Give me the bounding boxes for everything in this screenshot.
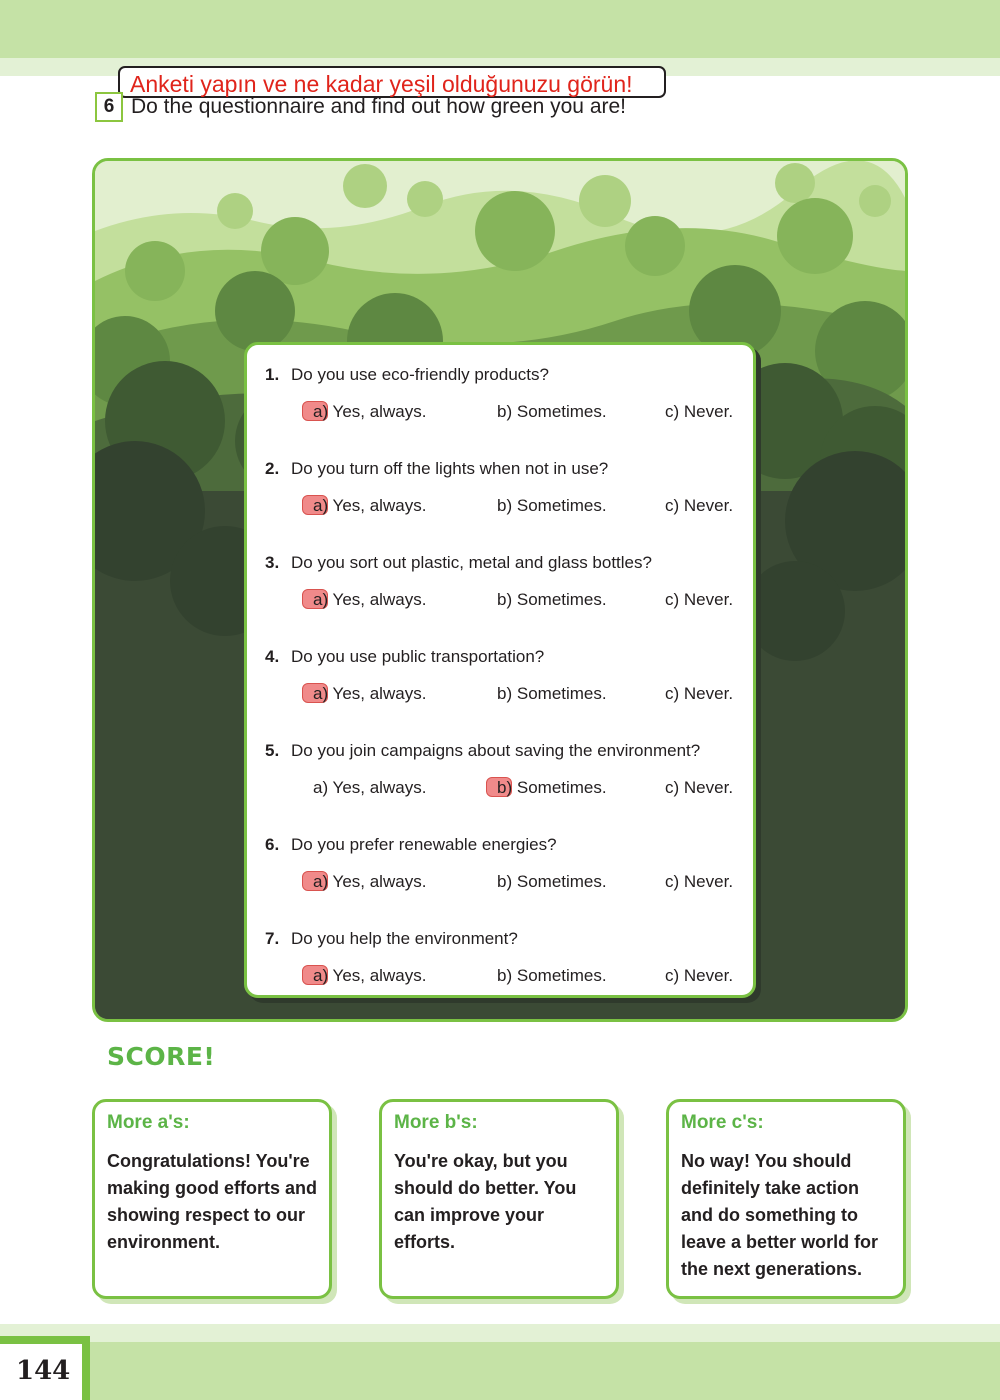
question-line — [265, 835, 557, 855]
option-letter: b) — [497, 684, 513, 703]
question-item — [247, 365, 753, 459]
question-number: 1. — [265, 365, 280, 384]
option-letter: b) — [497, 402, 513, 421]
question-item — [247, 647, 753, 741]
option-b[interactable] — [497, 496, 607, 516]
score-box-b — [379, 1099, 619, 1299]
questionnaire-card — [244, 342, 756, 998]
question-line — [265, 929, 518, 949]
question-line — [265, 647, 544, 667]
question-text: Do you use public transportation? — [291, 647, 545, 666]
option-letter: c) — [665, 966, 680, 985]
option-b[interactable] — [497, 402, 607, 422]
option-text: Sometimes. — [516, 402, 607, 421]
option-a[interactable] — [313, 778, 426, 798]
question-text: Do you help the environment? — [291, 929, 518, 948]
selected-option-letter: a) — [313, 402, 329, 421]
score-title: SCORE! — [107, 1042, 216, 1071]
question-text: Do you join campaigns about saving the environment? — [291, 741, 701, 760]
top-band — [0, 0, 1000, 58]
option-text: Yes, always. — [332, 590, 427, 609]
question-text: Do you prefer renewable energies? — [291, 835, 557, 854]
option-text: Never. — [683, 966, 734, 985]
option-text: Never. — [683, 778, 734, 797]
option-letter: c) — [665, 496, 680, 515]
option-text: Sometimes. — [516, 778, 607, 797]
score-heading-b: More b's: — [394, 1112, 478, 1133]
option-text: Yes, always. — [332, 402, 427, 421]
option-a[interactable] — [313, 684, 426, 704]
option-c[interactable] — [665, 778, 733, 798]
score-text-a: Congratulations! You're making good efforts and showing respect to our environment. — [107, 1151, 318, 1252]
option-a[interactable] — [313, 496, 426, 516]
question-number: 4. — [265, 647, 280, 666]
option-b[interactable] — [497, 872, 607, 892]
selected-option-letter: a) — [313, 872, 329, 891]
option-letter: c) — [665, 590, 680, 609]
option-c[interactable] — [665, 402, 733, 422]
question-item — [247, 553, 753, 647]
option-a[interactable] — [313, 402, 426, 422]
score-heading-a: More a's: — [107, 1112, 190, 1133]
bottom-band-light — [0, 1324, 1000, 1342]
page-number: 144 — [16, 1356, 71, 1386]
selected-option-letter: a) — [313, 590, 329, 609]
option-letter: c) — [665, 684, 680, 703]
option-text: Sometimes. — [516, 496, 607, 515]
score-heading-c: More c's: — [681, 1112, 764, 1133]
question-text: Do you sort out plastic, metal and glass bottles? — [291, 553, 652, 572]
bottom-band — [90, 1342, 1000, 1400]
option-letter: c) — [665, 778, 680, 797]
selected-option-letter: a) — [313, 496, 329, 515]
score-box-c — [666, 1099, 906, 1299]
option-text: Never. — [683, 684, 734, 703]
question-item — [247, 835, 753, 929]
option-text: Yes, always. — [332, 684, 427, 703]
question-item — [247, 741, 753, 835]
option-b[interactable] — [497, 684, 607, 704]
option-c[interactable] — [665, 590, 733, 610]
selected-option-letter: a) — [313, 684, 329, 703]
question-line — [265, 365, 549, 385]
option-text: Yes, always. — [332, 778, 427, 797]
option-c[interactable] — [665, 966, 733, 986]
option-text: Never. — [683, 402, 734, 421]
option-text: Yes, always. — [332, 872, 427, 891]
option-text: Sometimes. — [516, 966, 607, 985]
question-item — [247, 459, 753, 553]
option-letter: b) — [497, 872, 513, 891]
question-line — [265, 741, 700, 761]
option-a[interactable] — [313, 590, 426, 610]
question-text: Do you turn off the lights when not in use? — [291, 459, 609, 478]
selected-option-letter: b) — [497, 778, 513, 797]
option-letter: a) — [313, 778, 329, 797]
question-number: 2. — [265, 459, 280, 478]
option-text: Yes, always. — [332, 496, 427, 515]
option-b[interactable] — [497, 590, 607, 610]
option-c[interactable] — [665, 496, 733, 516]
score-box-a — [92, 1099, 332, 1299]
option-text: Never. — [683, 590, 734, 609]
selected-option-letter: a) — [313, 966, 329, 985]
question-line — [265, 553, 652, 573]
question-number: 7. — [265, 929, 280, 948]
score-text-c: No way! You should definitely take action and do something to leave a better world for the next generations. — [681, 1151, 879, 1279]
score-text-b: You're okay, but you should do better. You can improve your efforts. — [394, 1151, 577, 1252]
option-letter: c) — [665, 872, 680, 891]
question-line — [265, 459, 608, 479]
option-a[interactable] — [313, 872, 426, 892]
question-text: Do you use eco-friendly products? — [291, 365, 549, 384]
option-text: Never. — [683, 496, 734, 515]
option-b[interactable] — [497, 778, 607, 798]
option-letter: c) — [665, 402, 680, 421]
question-number: 3. — [265, 553, 280, 572]
option-text: Sometimes. — [516, 872, 607, 891]
option-text: Sometimes. — [516, 590, 607, 609]
question-item — [247, 929, 753, 1023]
option-letter: b) — [497, 590, 513, 609]
option-c[interactable] — [665, 872, 733, 892]
option-text: Sometimes. — [516, 684, 607, 703]
option-letter: b) — [497, 966, 513, 985]
option-c[interactable] — [665, 684, 733, 704]
option-text: Yes, always. — [332, 966, 427, 985]
exercise-number: 6 — [95, 92, 123, 122]
option-letter: b) — [497, 496, 513, 515]
exercise-title: Do the questionnaire and find out how green you are! — [131, 95, 627, 118]
option-b[interactable] — [497, 966, 607, 986]
translation-note: Anketi yapın ve ne kadar yeşil olduğunuzu görün! — [118, 66, 666, 98]
option-text: Never. — [683, 872, 734, 891]
question-number: 5. — [265, 741, 280, 760]
question-number: 6. — [265, 835, 280, 854]
option-a[interactable] — [313, 966, 426, 986]
